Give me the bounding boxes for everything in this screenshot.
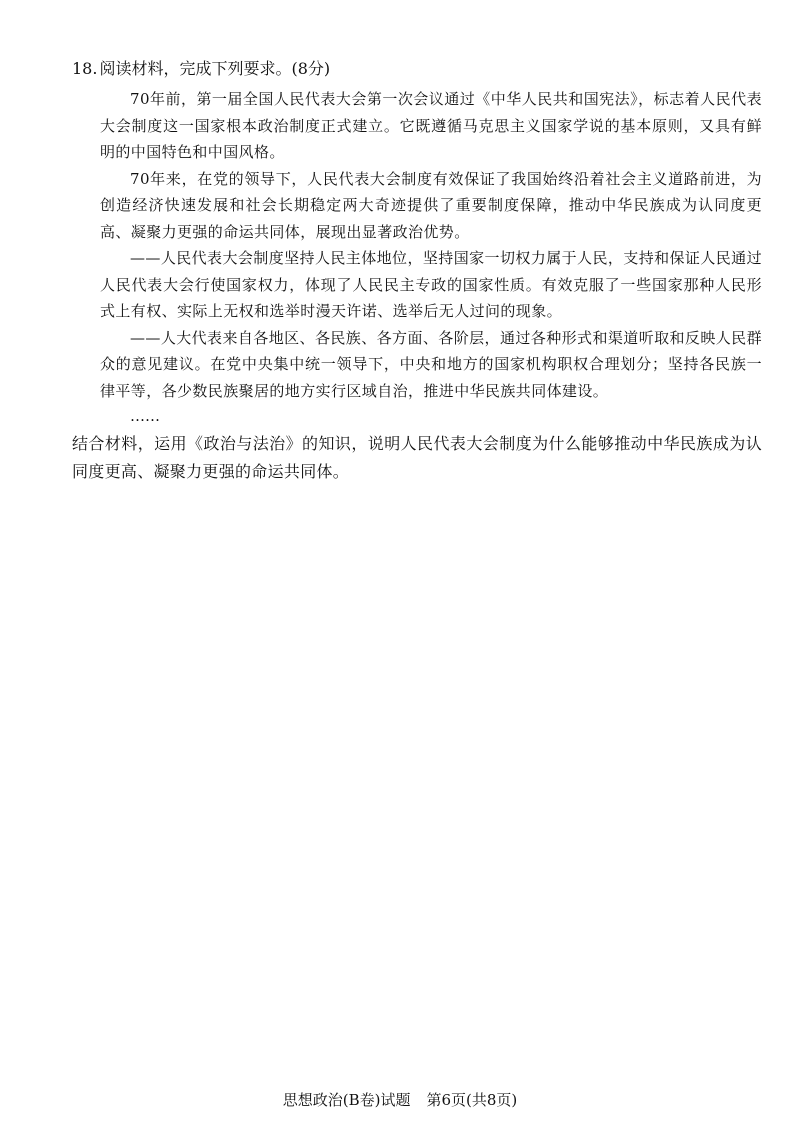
material-ellipsis: …… (130, 407, 160, 425)
material-paragraph: 70年来，在党的领导下，人民代表大会制度有效保证了我国始终沿着社会主义道路前进，为创造经济快速发展和社会长期稳定两大奇迹提供了重要制度保障，推动中华民族成为认同度更高、凝聚力更强的命运共同体，展现出显著政治优势。 (100, 169, 762, 241)
question-title: 阅读材料，完成下列要求。(8分) (99, 59, 331, 78)
question-18 (72, 56, 772, 486)
material-paragraph: 70年前，第一届全国人民代表大会第一次会议通过《中华人民共和国宪法》，标志着人民代表大会制度这一国家根本政治制度正式建立。它既遵循马克思主义国家学说的基本原则，又具有鲜明的中国特色和中国风格。 (100, 90, 762, 161)
reading-material (100, 86, 762, 428)
question-number: 18. (72, 59, 98, 78)
question-prompt: 结合材料，运用《政治与法治》的知识，说明人民代表大会制度为什么能够推动中华民族成为认同度更高、凝聚力更强的命运共同体。 (72, 434, 762, 481)
question-header (72, 56, 772, 82)
footer-subject: 思想政治(B卷)试题 (282, 1091, 411, 1109)
material-paragraph: ——人民代表大会制度坚持人民主体地位，坚持国家一切权力属于人民，支持和保证人民通过人民代表大会行使国家权力，体现了人民民主专政的国家性质。有效克服了一些国家那种人民形式上有权、实际上无权和选举时漫天许诺、选举后无人过问的现象。 (100, 249, 762, 320)
page-footer (0, 1090, 800, 1110)
material-paragraph: ——人大代表来自各地区、各民族、各方面、各阶层，通过各种形式和渠道听取和反映人民群众的意见建议。在党中央集中统一领导下，中央和地方的国家机构职权合理划分；坚持各民族一律平等，各少数民族聚居的地方实行区域自治，推进中华民族共同体建设。 (100, 328, 762, 400)
footer-page-number: 第6页(共8页) (426, 1091, 518, 1109)
